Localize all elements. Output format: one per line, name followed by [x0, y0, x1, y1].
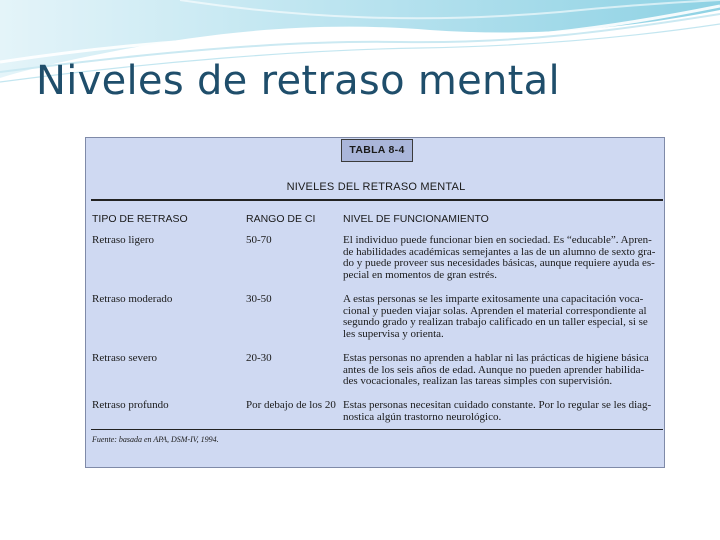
table-top-rule	[91, 199, 663, 201]
description-line: de habilidades académicas semejantes a las de un alumno de sexto gra-	[343, 245, 656, 258]
slide-title: Niveles de retraso mental	[36, 58, 560, 104]
description-line: des vocacionales, realizan las tareas simples con supervisión.	[343, 375, 613, 388]
description-line: antes de los seis años de edad. Aunque no pueden aprender habilida-	[343, 363, 645, 376]
description-line: El individuo puede funcionar bien en sociedad. Es “educable”. Apren-	[343, 234, 652, 246]
column-header-function: NIVEL DE FUNCIONAMIENTO	[343, 213, 489, 225]
description-line: Estas personas necesitan cuidado constante. Por lo regular se les diag-	[343, 399, 652, 411]
row-type-cell: Retraso profundo	[92, 399, 169, 411]
row-type-cell: Retraso ligero	[92, 234, 155, 246]
column-header-range: RANGO DE CI	[246, 213, 316, 225]
row-range-cell: 20-30	[246, 352, 272, 364]
table-bottom-rule	[91, 429, 663, 430]
description-line: les supervisa y orienta.	[343, 327, 444, 340]
description-line: nostica algún trastorno neurológico.	[343, 410, 502, 423]
row-type-cell: Retraso severo	[92, 352, 158, 364]
row-description-cell	[343, 353, 661, 388]
description-line: A estas personas se les imparte exitosamente una capacitación voca-	[343, 293, 644, 305]
row-range-cell: Por debajo de los 20	[246, 399, 336, 411]
description-line: Estas personas no aprenden a hablar ni las prácticas de higiene básica	[343, 352, 649, 364]
row-description-cell	[343, 294, 661, 340]
row-description-cell	[343, 235, 661, 281]
row-range-cell: 50-70	[246, 234, 272, 246]
table-heading: NIVELES DEL RETRASO MENTAL	[286, 181, 466, 193]
row-type-cell: Retraso moderado	[92, 293, 173, 305]
description-line: pecial en momentos de gran estrés.	[343, 268, 497, 281]
table-figure	[85, 137, 665, 468]
description-line: segundo grado y realizan trabajo calificado en un taller especial, si se	[343, 316, 648, 329]
table-number-tag: TABLA 8-4	[341, 139, 413, 162]
row-range-cell: 30-50	[246, 293, 272, 305]
description-line: do y puede proveer sus necesidades básicas, aunque requiere ayuda es-	[343, 257, 655, 270]
row-description-cell	[343, 400, 661, 423]
table-source-note: Fuente: basada en APA, DSM-IV, 1994.	[92, 435, 219, 444]
description-line: cional y pueden viajar solas. Aprenden el material correspondiente al	[343, 304, 647, 317]
column-header-type: TIPO DE RETRASO	[92, 213, 188, 225]
